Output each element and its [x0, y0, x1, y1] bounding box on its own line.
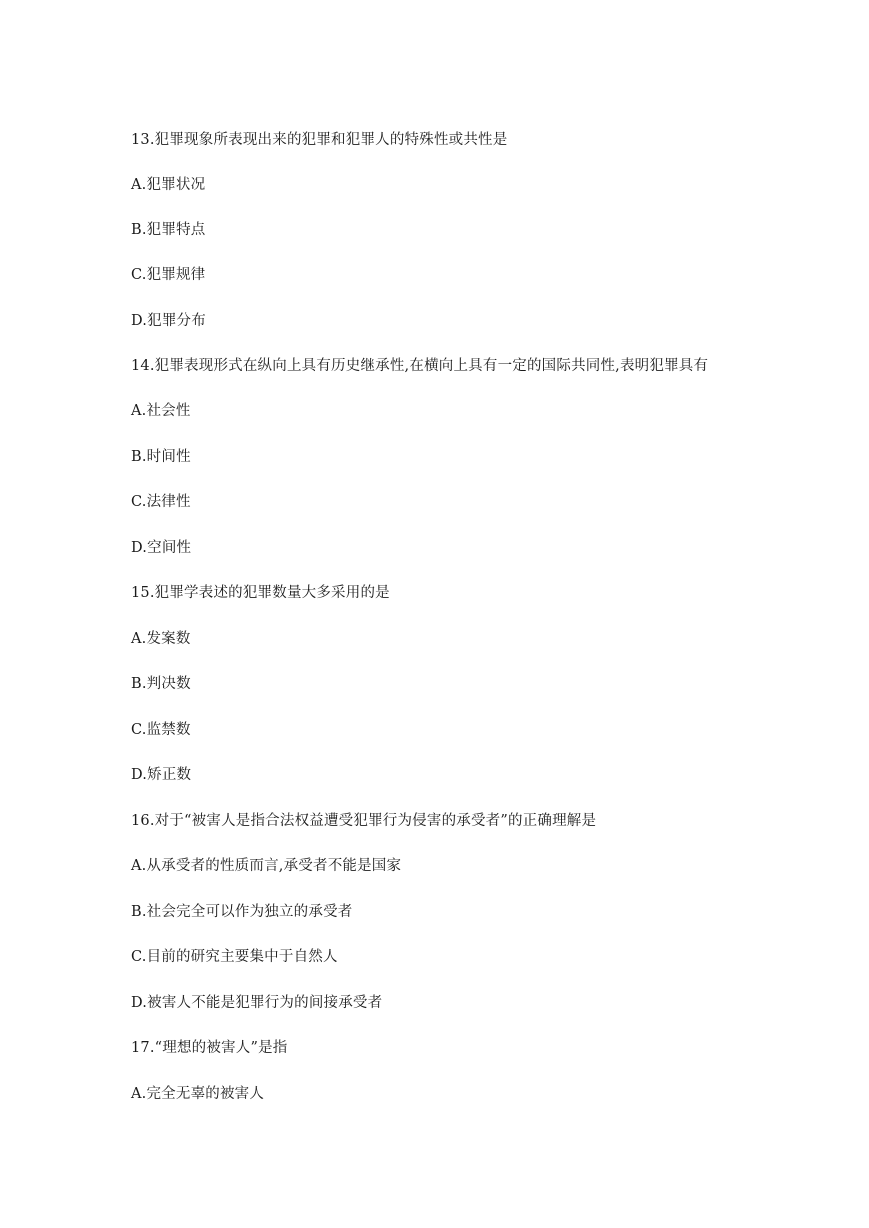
- question-13-stem: 13.犯罪现象所表现出来的犯罪和犯罪人的特殊性或共性是: [131, 132, 508, 148]
- question-16-option-c: C.目前的研究主要集中于自然人: [131, 949, 338, 965]
- question-13-option-a: A.犯罪状况: [131, 177, 206, 193]
- question-13-option-b: B.犯罪特点: [131, 222, 206, 238]
- question-15-option-c: C.监禁数: [131, 722, 191, 738]
- question-13-option-c: C.犯罪规律: [131, 267, 206, 283]
- question-16-option-b: B.社会完全可以作为独立的承受者: [131, 904, 353, 920]
- question-14-option-b: B.时间性: [131, 449, 191, 465]
- question-17-option-a: A.完全无辜的被害人: [131, 1086, 265, 1102]
- question-14-option-d: D.空间性: [131, 540, 192, 556]
- question-14-option-a: A.社会性: [131, 403, 191, 419]
- question-16-option-a: A.从承受者的性质而言,承受者不能是国家: [131, 858, 402, 874]
- question-17-stem: 17.“理想的被害人”是指: [131, 1040, 288, 1056]
- question-14-stem: 14.犯罪表现形式在纵向上具有历史继承性,在横向上具有一定的国际共同性,表明犯罪具有: [131, 358, 709, 374]
- question-13-option-d: D.犯罪分布: [131, 313, 206, 329]
- question-15-stem: 15.犯罪学表述的犯罪数量大多采用的是: [131, 585, 390, 601]
- question-15-option-a: A.发案数: [131, 631, 191, 647]
- question-14-option-c: C.法律性: [131, 494, 191, 510]
- question-16-option-d: D.被害人不能是犯罪行为的间接承受者: [131, 995, 383, 1011]
- question-15-option-b: B.判决数: [131, 676, 191, 692]
- question-16-stem: 16.对于“被害人是指合法权益遭受犯罪行为侵害的承受者”的正确理解是: [131, 813, 597, 829]
- question-15-option-d: D.矫正数: [131, 767, 192, 783]
